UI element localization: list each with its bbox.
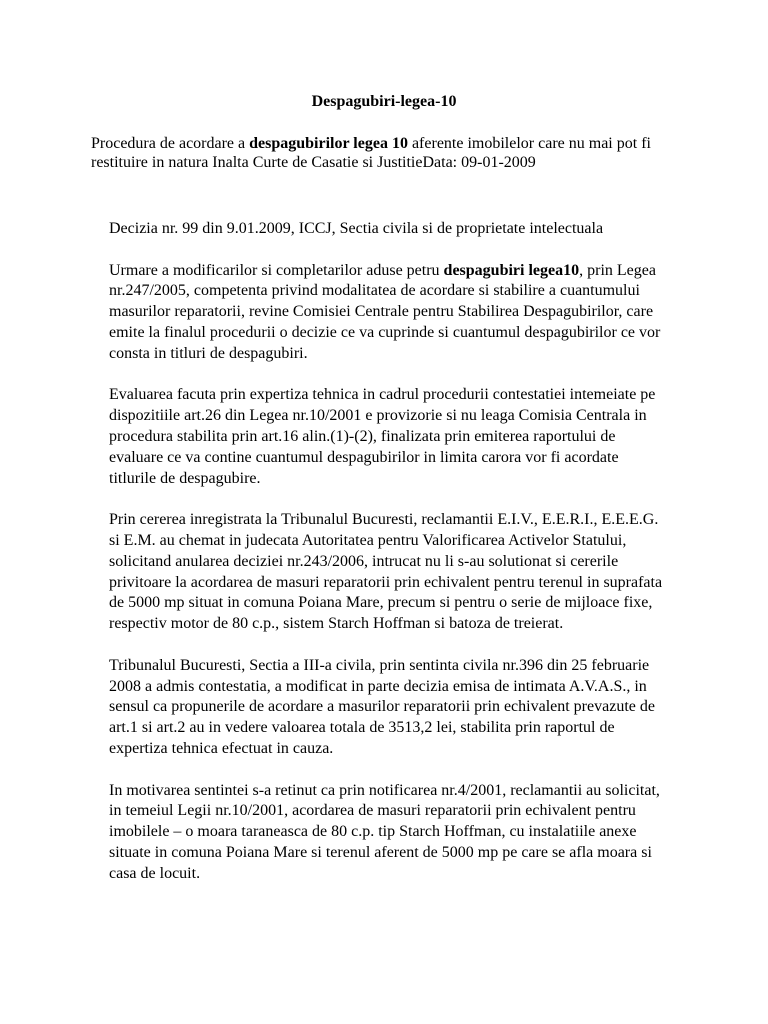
p2-text-before: Urmare a modificarilor si completarilor aduse petru xyxy=(109,261,444,279)
intro-text-before: Procedura de acordare a xyxy=(91,135,250,152)
paragraph-amendments xyxy=(109,261,669,365)
intro-text-after: aferente imobilelor care nu mai pot fi restituire in natura Inalta Curte de Casatie si JustitieData: 09-01-2009 xyxy=(91,135,651,171)
paragraph-tribunal: Tribunalul Bucuresti, Sectia a III-a civila, prin sentinta civila nr.396 din 25 februarie 2008 a admis contestatia, a modificat in parte decizia emisa de intimata A.V.A.S., in sensul ca propunerile de acordare a masurilor reparatorii prin echivalent prevazute de art.1 si art.2 au in vedere valoarea totala de 3513,2 lei, stabilita prin raportul de expertiza tehnica efectuat in cauza. xyxy=(109,656,655,757)
paragraph-claim: Prin cererea inregistrata la Tribunalul Bucuresti, reclamantii E.I.V., E.E.R.I., E.E.E.G. si E.M. au chemat in judecata Autoritatea pentru Valorificarea Activelor Statului, solicitand anularea deciziei nr.243/2006, intrucat nu li s-au solutionat si cererile privitoare la acordarea de masuri reparatorii prin echivalent pentru terenul in suprafata de 5000 mp situat in comuna Poiana Mare, precum si pentru o serie de mijloace fixe, respectiv motor de 80 c.p., sistem Starch Hoffman si batoza de treierat. xyxy=(109,511,663,633)
p2-bold-keyword: despagubiri legea10 xyxy=(443,261,580,279)
intro-paragraph xyxy=(91,134,691,172)
intro-bold-keyword: despagubirilor legea 10 xyxy=(249,135,408,152)
article-body xyxy=(109,219,669,905)
paragraph-reasoning: In motivarea sentintei s-a retinut ca prin notificarea nr.4/2001, reclamantii au solicitat, in temeiul Legii nr.10/2001, acordarea de masuri reparatorii prin echivalent pentru imobilele – o moara taraneasca de 80 c.p. tip Starch Hoffman, cu instalatiile anexe situate in comuna Poiana Mare si terenul aferent de 5000 mp pe care se afla moara si casa de locuit. xyxy=(109,781,660,882)
p2-text-after: , prin Legea nr.247/2005, competenta privind modalitatea de acordare si stabilire a cuantumului masurilor reparatorii, revine Comisiei Centrale pentru Stabilirea Despagubirilor, care emite la finalul procedurii o decizie ce va cuprinde si cuantumul despagubirilor ce vor consta in titluri de despagubiri. xyxy=(109,261,661,362)
paragraph-decision: Decizia nr. 99 din 9.01.2009, ICCJ, Sectia civila si de proprietate intelectuala xyxy=(109,220,604,237)
document-title: Despagubiri-legea-10 xyxy=(311,93,457,110)
paragraph-evaluation: Evaluarea facuta prin expertiza tehnica in cadrul procedurii contestatiei intemeiate pe dispozitiile art.26 din Legea nr.10/2001 e provizorie si nu leaga Comisia Centrala in procedura stabilita prin art.16 alin.(1)-(2), finalizata prin emiterea raportului de evaluare ce va contine cuantumul despagubirilor in limita carora vor fi acordate titlurile de despagubire. xyxy=(109,386,656,487)
